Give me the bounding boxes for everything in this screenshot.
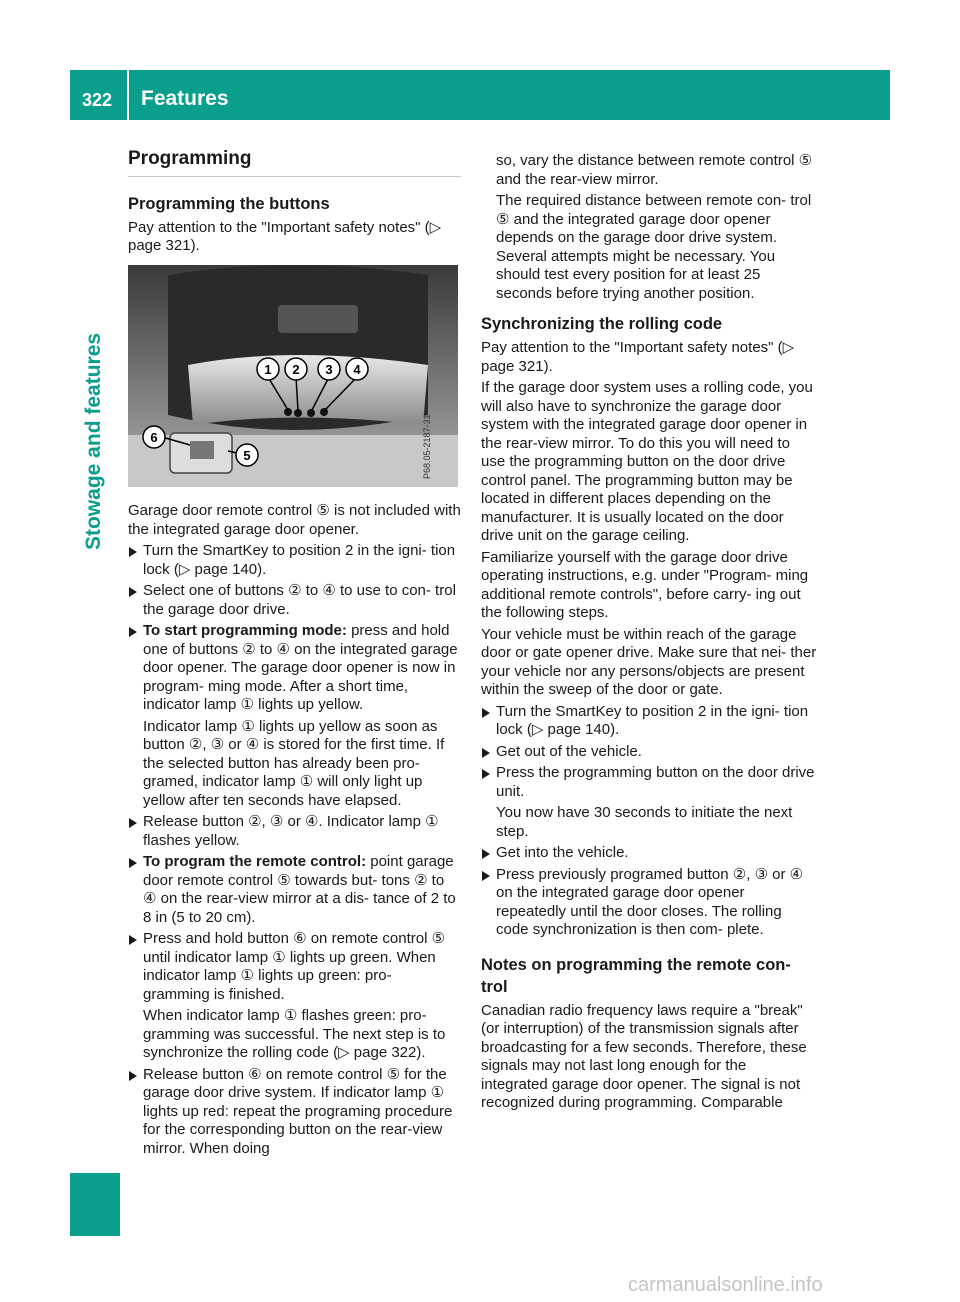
sync-paragraph-3: Familiarize yourself with the garage door drive operating instructions, e.g. under "Program- ming additional remote controls", before carry- ing out the following steps.: [481, 548, 809, 621]
sidebar-block: [70, 1173, 120, 1236]
left-step-5-text: point garage door remote control ⑤ towards but- tons ② to ④ on the rear-view mirror at a dis- tance of 2 to 8 in (5 to 20 cm).: [143, 853, 456, 926]
figure-code: P68.05-2187-31: [422, 413, 432, 479]
left-column: [128, 150, 461, 1161]
callout-4: [346, 358, 368, 380]
figure-caption: Garage door remote control ⑤ is not included with the integrated garage door opener.: [128, 502, 461, 538]
subheading-programming-buttons: Programming the buttons: [128, 194, 330, 213]
mirror-button-3: [307, 409, 315, 417]
left-step-5: [128, 853, 461, 927]
sync-paragraph-4: Your vehicle must be within reach of the garage door or gate opener drive. Make sure that nei- ther your vehicle nor any persons/objects are present within the sweep of the door or gate.: [481, 625, 817, 698]
notes-paragraph: Canadian radio frequency laws require a "break" (or interruption) of the transmission signals after broadcasting for a few seconds. Therefore, these signals may not last long enough for the integrated garage door opener. The signal is not recognized during programming. Comparable: [481, 1001, 807, 1111]
callout-1: [257, 358, 279, 380]
callout-3: [318, 358, 340, 380]
left-step-6: Press and hold button ⑥ on remote control ⑤ until indicator lamp ① lights up green. When indicator lamp ① lights up green: pro- gramming is finished.: [128, 930, 461, 1004]
right-continuation-2: The required distance between remote con- trol ⑤ and the integrated garage door opener depends on the garage door drive system. Several attempts might be necessary. You should test every position for at least 25 seconds before trying another position.: [496, 192, 812, 302]
left-step-3-label: To start programming mode:: [143, 622, 347, 639]
heading-synchronizing-rolling-code: Synchronizing the rolling code: [481, 315, 723, 333]
left-step-7: Release button ⑥ on remote control ⑤ for the garage door drive system. If indicator lamp ① lights up red: repeat the programing procedure for the corresponding button on the rear-view mirror. When doing: [128, 1066, 461, 1159]
left-step-3: [128, 622, 461, 715]
callout-5: [236, 444, 258, 466]
left-step-1: Turn the SmartKey to position 2 in the igni- tion lock (▷ page 140).: [128, 542, 461, 579]
page-number: 322: [82, 90, 113, 110]
callout-6: [143, 426, 165, 448]
page-header: [70, 70, 890, 120]
right-step-4: Get into the vehicle.: [481, 844, 817, 863]
right-continuation-1: so, vary the distance between remote control ⑤ and the rear-view mirror.: [496, 152, 813, 188]
left-step-4: Release button ②, ③ or ④. Indicator lamp ① flashes yellow.: [128, 813, 461, 850]
svg-text:5: 5: [243, 447, 251, 463]
callout-2: [285, 358, 307, 380]
remote-control: [170, 433, 232, 473]
right-column: [481, 152, 817, 1116]
left-step-6-detail: When indicator lamp ① flashes green: pro- gramming was successful. The next step is to synchronize the rolling code (▷ page 322).: [143, 1007, 446, 1061]
svg-text:3: 3: [325, 361, 333, 377]
section-title: Programming: [128, 150, 461, 177]
intro-text: Pay attention to the "Important safety notes" (▷ page 321).: [128, 218, 442, 254]
heading-notes-remote-control: Notes on programming the remote con- trol: [481, 955, 791, 996]
svg-text:2: 2: [292, 361, 300, 377]
svg-text:1: 1: [264, 361, 272, 377]
left-step-2: Select one of buttons ② to ④ to use to con- trol the garage door drive.: [128, 582, 461, 619]
header-title: Features: [141, 87, 229, 110]
left-step-3-text: press and hold one of buttons ② to ④ on the integrated garage door opener. The garage door opener is now in program- ming mode. After a short time, indicator lamp ① lights up yellow.: [143, 622, 458, 713]
sync-paragraph-2: If the garage door system uses a rolling code, you will also have to synchronize the garage door system with the integrated garage door opener in the rear-view mirror. To do this you will need to use the programming button on the door drive control panel. The programming button may be located in different places depending on the manufacturer. It is usually located on the door drive unit on the garage ceiling.: [481, 379, 813, 544]
right-step-5: Press previously programed button ②, ③ or ④ on the integrated garage door opener repeatedly until the door closes. The rolling code synchronization is then com- plete.: [481, 866, 817, 940]
garage-opener-figure: [128, 265, 458, 487]
sidebar-chapter-label: Stowage and features: [82, 332, 105, 550]
console-buttons: [278, 305, 358, 333]
right-step-3: Press the programming button on the door drive unit.: [481, 764, 817, 801]
right-step-3-detail: You now have 30 seconds to initiate the next step.: [496, 804, 793, 840]
header-divider: [127, 70, 129, 120]
mirror-button-2: [294, 409, 302, 417]
watermark: carmanualsonline.info: [628, 1274, 823, 1296]
right-step-2: Get out of the vehicle.: [481, 743, 817, 762]
right-step-1: Turn the SmartKey to position 2 in the igni- tion lock (▷ page 140).: [481, 703, 817, 740]
svg-text:4: 4: [353, 361, 361, 377]
sync-intro: Pay attention to the "Important safety notes" (▷ page 321).: [481, 339, 795, 375]
svg-text:6: 6: [150, 429, 158, 445]
left-step-3-detail: Indicator lamp ① lights up yellow as soon as button ②, ③ or ④ is stored for the first time. If the selected button has already been pro- gramed, indicator lamp ① will only light up yellow after ten seconds have elapsed.: [143, 717, 445, 809]
left-step-5-label: To program the remote control:: [143, 853, 367, 870]
